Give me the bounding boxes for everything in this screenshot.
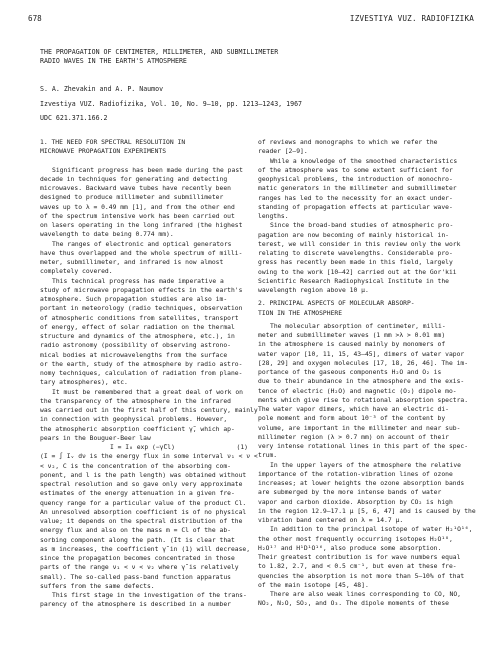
text-line: of the main isotope [45, 48]. xyxy=(258,581,369,589)
text-line: or the earth, study of the atmosphere by radio astro- xyxy=(40,360,243,368)
text-line: portance of the gaseous components H₂O and O₂ is xyxy=(258,369,442,376)
text-line: In the upper layers of the atmosphere the relative xyxy=(270,461,461,469)
text-line: structure and dynamics of the atmosphere, etc.), in xyxy=(40,333,235,340)
text-line: of the atmosphere was to some extent sufficient for xyxy=(258,166,453,174)
equation-number: (1) xyxy=(236,444,248,451)
paragraph xyxy=(258,322,469,461)
text-line: THE PROPAGATION OF CENTIMETER, MILLIMETER, AND SUBMILLIMETER xyxy=(40,48,279,56)
text-line: standing of propagation effects at particular wave- xyxy=(258,203,453,211)
text-line: quency range for a particular value of the product Cl. xyxy=(40,499,247,507)
left-column xyxy=(40,138,258,610)
text-line: very intense rotational lines in this part of the spec- xyxy=(258,443,469,450)
text-line: in the atmosphere is caused mainly by monomers of xyxy=(258,341,446,349)
text-line: of the spectrum intensive work has been carried out xyxy=(40,212,235,220)
text-line: water vapor [10, 11, 15, 43–45], dimers of water vapor xyxy=(258,350,465,358)
paragraph xyxy=(258,525,473,590)
text-line: the atmospheric absorption coefficient γ̃, which ap- xyxy=(40,425,235,433)
text-line: the other most frequently occurring isotopes H₂O¹⁸, xyxy=(258,535,453,543)
article-citation: Izvestiya VUZ. Radiofizika, Vol. 10, No. 9–10, pp. 1213–1243, 1967 xyxy=(40,100,303,108)
text-line: 2. PRINCIPAL ASPECTS OF MOLECULAR ABSORP- xyxy=(258,300,415,308)
text-line: ponent, and l is the path length) was obtained without xyxy=(40,471,247,479)
text-line: atmosphere. Such propagation studies are also im- xyxy=(40,296,228,303)
text-line: was carried out in the first half of this century, mainly xyxy=(40,407,258,414)
text-line: small). The so-called pass-band function apparatus xyxy=(40,573,231,581)
text-line: gress has recently been made in this field, largely xyxy=(258,259,453,267)
udc-code: UDC 621.371.166.2 xyxy=(40,114,108,122)
text-line: pears in the Bouguer-Beer law xyxy=(40,434,151,442)
text-line: parts of the range ν₁ < ν < ν₂ where γ̃ is relatively xyxy=(40,564,239,572)
text-line: matic generators in the millimeter and submillimeter xyxy=(258,185,457,193)
text-line: terest, we will consider in this review only the work xyxy=(258,240,461,248)
text-line: of atmospheric conditions from satellites, transport xyxy=(40,314,239,322)
text-line: decade in techniques for generating and detecting xyxy=(40,175,228,183)
paragraph xyxy=(258,157,466,222)
text-line: An unresolved absorption coefficient is of no physical xyxy=(40,508,247,516)
text-line: parency of the atmosphere is described in a number xyxy=(40,601,231,609)
text-line: importance of the rotation-vibration lines of ozone xyxy=(258,470,453,478)
text-line: sorbing component along the path. (It is clear that xyxy=(40,536,235,544)
text-line: increases; at lower heights the ozone absorption bands xyxy=(258,480,465,487)
text-line: volume, are important in the millimeter and near sub- xyxy=(258,424,461,432)
text-line: Since the broad-band studies of atmospheric pro- xyxy=(270,222,454,230)
text-line: meter, submillimeter, and infrared is now almost xyxy=(40,259,224,266)
text-line: on lasers operating in the long infrared (the highest xyxy=(40,222,243,229)
section-heading xyxy=(258,299,466,318)
paragraph xyxy=(40,452,258,591)
text-line: relating to discrete wavelengths. Considerable pro- xyxy=(258,250,453,257)
text-line: Scientific Research Radiophysical Institute in the xyxy=(258,277,449,285)
text-line: lengths. xyxy=(258,213,289,220)
text-line: of energy, effect of solar radiation on the thermal xyxy=(40,323,235,331)
text-line: geophysical problems, the introduction of monochro- xyxy=(258,176,453,183)
text-line: MICROWAVE PROPAGATION EXPERIMENTS xyxy=(40,148,167,156)
paragraph xyxy=(40,166,248,240)
text-line: Their greatest contribution is for wave numbers equal xyxy=(258,554,461,561)
equation xyxy=(40,443,248,452)
text-line: microwaves. Backward wave tubes have recently been xyxy=(40,185,231,192)
text-line: of reviews and monographs to which we refer the xyxy=(258,139,438,146)
text-line: It must be remembered that a great deal of work on xyxy=(52,388,243,396)
text-line: meter and submillimeter waves (1 mm >λ > 0.01 mm) xyxy=(258,332,446,339)
text-line: estimates of the energy attenuation in a given fre- xyxy=(40,490,235,498)
right-column xyxy=(258,138,476,609)
running-header: IZVESTIYA VUZ. RADIOFIZIKA xyxy=(349,14,474,23)
text-line: vibration band centered on λ = 14.7 μ. xyxy=(258,517,404,524)
text-line: in connection with geophysical problems. However, xyxy=(40,416,228,424)
paragraph xyxy=(40,277,248,388)
text-line: quencies the absorption is not more than 5–10% of that xyxy=(258,572,465,580)
text-line: spectral resolution and so gave only very approximate xyxy=(40,481,243,488)
text-line: value; it depends on the spectral distribution of the xyxy=(40,518,243,525)
text-line: The ranges of electronic and optical generators xyxy=(52,240,232,248)
text-line: tence of electric (H₂O) and magnetic (O₂) dipole mo- xyxy=(258,387,457,395)
text-line: H₂O¹⁷ and H¹D¹O¹⁶, also produce some absorption. xyxy=(258,544,442,552)
text-line: The molecular absorption of centimeter, milli- xyxy=(270,322,446,330)
text-line: radio astronomy (possibility of observing astrono- xyxy=(40,342,231,350)
text-line: completely covered. xyxy=(40,268,113,276)
text-line: ments which give rise to rotational absorption spectra. xyxy=(258,396,469,404)
text-line: in the region 12.9–17.1 μ [5, 6, 47] and is caused by the xyxy=(258,507,476,515)
paragraph xyxy=(258,590,466,609)
equation-body: I = I₀ exp (−γ̃Cl) xyxy=(110,444,175,451)
article-title xyxy=(40,48,480,66)
text-line: wavelength region above 10 μ. xyxy=(258,287,369,294)
text-line: mical bodies at microwavelengths from the surface xyxy=(40,351,228,359)
paragraph xyxy=(258,461,476,526)
text-line: This technical progress has made imperative a xyxy=(52,277,224,285)
text-line: waves up to λ = 0.49 mm [1], and from the other end xyxy=(40,203,235,211)
text-line: (I = ∫ Iᵥ dν is the energy flux in some interval ν₁ < ν < xyxy=(40,453,258,461)
text-line: reader [2–9]. xyxy=(258,148,308,156)
text-line: While a knowledge of the smoothed characteristics xyxy=(270,157,458,165)
paragraph xyxy=(40,591,248,610)
text-line: There are also weak lines corresponding to CO, NO, xyxy=(270,591,461,598)
text-line: to 1.82, 2.7, and < 0.5 cm⁻¹, but even at these fre- xyxy=(258,563,457,571)
text-line: energy flux and also on the mass m = Cl of the ab- xyxy=(40,527,231,535)
text-line: as m increases, the coefficient γ̃ in (1) will decrease, xyxy=(40,545,251,553)
text-line: [28, 29] and oxygen molecules [17, 18, 26, 46]. The im- xyxy=(258,359,469,367)
section-heading xyxy=(40,138,248,157)
text-line: owing to the work [10–42] carried out at the Gor'kii xyxy=(258,268,457,276)
text-line: In addition to the principal isotope of water H₂¹O¹⁶, xyxy=(270,526,473,534)
text-line: portant in meteorology (radio techniques, observation xyxy=(40,305,243,313)
text-line: the transparency of the atmosphere in the infrared xyxy=(40,397,231,405)
text-line: This first stage in the investigation of the trans- xyxy=(52,592,247,599)
text-line: are submerged by the more intense bands of water xyxy=(258,489,442,497)
text-line: since the propagation becomes concentrated in those xyxy=(40,555,235,562)
text-line: 1. THE NEED FOR SPECTRAL RESOLUTION IN xyxy=(40,139,186,146)
text-line: due to their abundance in the atmosphere and the exis- xyxy=(258,378,465,386)
text-line: trum. xyxy=(258,452,278,460)
text-line: wavelength to date being 0.774 mm). xyxy=(40,231,174,239)
paragraph xyxy=(258,138,466,157)
paragraph xyxy=(40,388,258,444)
text-line: pole moment and form about 10⁻³ of the content by xyxy=(258,415,446,423)
text-line: designed to produce millimeter and submillimeter xyxy=(40,194,224,202)
text-line: pagation are now becoming of mainly historical in- xyxy=(258,231,449,239)
text-line: ranges has led to the necessity for an exact under- xyxy=(258,194,453,202)
text-line: RADIO WAVES IN THE EARTH'S ATMOSPHERE xyxy=(40,57,187,66)
paragraph xyxy=(40,240,248,277)
text-line: suffers from the same defects. xyxy=(40,582,155,590)
page-number: 678 xyxy=(28,14,42,23)
paragraph xyxy=(258,221,466,295)
text-line: < ν₂, C is the concentration of the absorbing com- xyxy=(40,462,231,470)
text-line: millimeter region (λ > 0.7 mm) on account of their xyxy=(258,433,449,441)
article-authors: S. A. Zhevakin and A. P. Naumov xyxy=(40,85,164,93)
text-line: have thus overlapped and the whole spectrum of milli- xyxy=(40,249,243,257)
text-line: nomy techniques, calculation of radiation from plane- xyxy=(40,370,243,377)
text-line: Significant progress has been made during the past xyxy=(52,166,243,174)
text-line: vapor and carbon dioxide. Absorption by CO₂ is high xyxy=(258,498,453,506)
text-line: The water vapor dimers, which have an electric di- xyxy=(258,406,449,413)
text-line: tary atmospheres), etc. xyxy=(40,379,128,387)
text-line: NO₂, N₂O, SO₂, and O₃. The dipole moments of these xyxy=(258,600,449,608)
text-line: study of microwave propagation effects in the earth's xyxy=(40,286,243,294)
text-line: TION IN THE ATMOSPHERE xyxy=(258,309,343,317)
